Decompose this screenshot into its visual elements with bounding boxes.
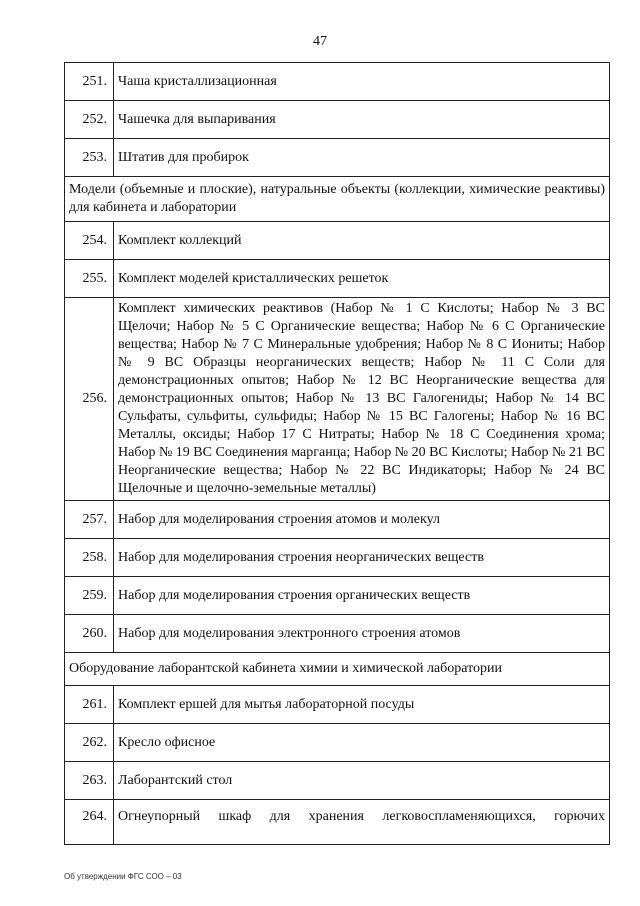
row-text: Набор для моделирования электронного строения атомов	[114, 615, 610, 653]
row-text: Лаборантский стол	[114, 762, 610, 800]
table-row	[65, 800, 610, 845]
equipment-table	[64, 62, 610, 845]
page-footer: Об утверждении ФГС СОО – 03	[64, 872, 182, 881]
table-row	[65, 101, 610, 139]
table-row	[65, 139, 610, 177]
table-row	[65, 686, 610, 724]
table-row	[65, 298, 610, 501]
row-text: Комплект моделей кристаллических решеток	[114, 260, 610, 298]
row-text: Набор для моделирования строения неорганических веществ	[114, 539, 610, 577]
section-title-lab: Оборудование лаборантской кабинета химии и химической лаборатории	[65, 653, 610, 686]
row-text: Чашечка для выпаривания	[114, 101, 610, 139]
row-number: 251.	[65, 63, 114, 101]
row-number: 261.	[65, 686, 114, 724]
row-text: Штатив для пробирок	[114, 139, 610, 177]
row-number: 262.	[65, 724, 114, 762]
page-number: 47	[313, 34, 327, 49]
row-number: 255.	[65, 260, 114, 298]
table-row	[65, 724, 610, 762]
row-text: Кресло офисное	[114, 724, 610, 762]
row-number: 260.	[65, 615, 114, 653]
row-number: 258.	[65, 539, 114, 577]
table-row	[65, 762, 610, 800]
table-row	[65, 260, 610, 298]
row-number: 254.	[65, 222, 114, 260]
row-text: Набор для моделирования строения органических веществ	[114, 577, 610, 615]
row-number: 253.	[65, 139, 114, 177]
row-number: 252.	[65, 101, 114, 139]
section-header-row	[65, 653, 610, 686]
row-number: 264.	[65, 800, 114, 845]
row-number: 259.	[65, 577, 114, 615]
row-text: Комплект коллекций	[114, 222, 610, 260]
row-number: 256.	[65, 298, 114, 501]
table-row	[65, 539, 610, 577]
table-row	[65, 501, 610, 539]
table-row	[65, 615, 610, 653]
row-text: Комплект химических реактивов (Набор № 1 С Кислоты; Набор № 3 ВС Щелочи; Набор № 5 С Органические вещества; Набор № 6 С Органические вещества; Набор № 7 С Минеральные удобрения; Набор № 8 С Иониты; Набор № 9 ВС Образцы неорганических веществ; Набор № 11 С Соли для демонстрационных опытов; Набор № 12 ВС Неорганические вещества для демонстрационных опытов; Набор № 13 ВС Галогениды; Набор № 14 ВС Сульфаты, сульфиты, сульфиды; Набор № 15 ВС Галогены; Набор № 16 ВС Металлы, оксиды; Набор 17 С Нитраты; Набор № 18 С Соединения хрома; Набор № 19 ВС Соединения марганца; Набор № 20 ВС Кислоты; Набор № 21 ВС Неорганические вещества; Набор № 22 ВС Индикаторы; Набор № 24 ВС Щелочные и щелочно-земельные металлы)	[114, 298, 610, 501]
section-title-models: Модели (объемные и плоские), натуральные объекты (коллекции, химические реактивы) для кабинета и лаборатории	[65, 177, 610, 222]
row-text: Огнеупорный шкаф для хранения легковоспламеняющихся, горючих	[114, 800, 610, 845]
table-row	[65, 577, 610, 615]
row-text: Чаша кристаллизационная	[114, 63, 610, 101]
section-header-row	[65, 177, 610, 222]
row-number: 257.	[65, 501, 114, 539]
row-text: Комплект ершей для мытья лабораторной посуды	[114, 686, 610, 724]
table-row	[65, 222, 610, 260]
row-number: 263.	[65, 762, 114, 800]
row-text: Набор для моделирования строения атомов и молекул	[114, 501, 610, 539]
table-row	[65, 63, 610, 101]
